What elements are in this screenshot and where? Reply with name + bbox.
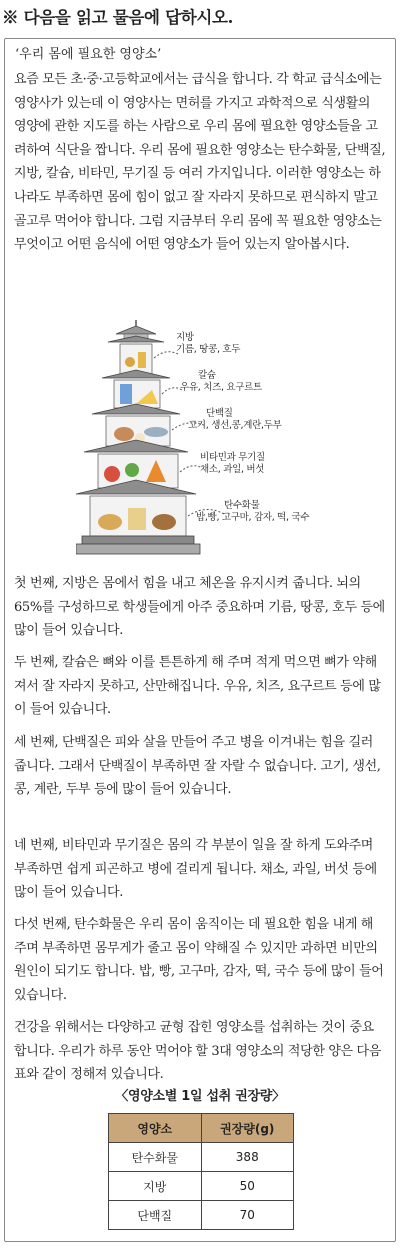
paragraph-conclusion: 건강을 위해서는 다양하고 균형 잡힌 영양소를 섭취하는 것이 중요합니다. 우리가 하루 동안 먹어야 할 3대 영양소의 적당한 양은 다음 표와 같이 정해져 있습니다.: [14, 1020, 381, 1083]
passage-title: ‘우리 몸에 필요한 영양소’: [15, 47, 162, 62]
paragraph-protein: 세 번째, 단백질은 피와 살을 만들어 주고 병을 이겨내는 힘을 길러 줍니다. 그래서 단백질이 부족하면 잘 자랄 수 없습니다. 고기, 생선, 콩, 계란, 두부 등에 많이 들어 있습니다.: [14, 735, 381, 798]
amount-cell: 70: [201, 1201, 294, 1230]
table-caption: 〈영양소별 1일 섭취 권장량〉: [115, 1089, 285, 1104]
paragraph-calcium: 두 번째, 칼슘은 뼈와 이를 튼튼하게 해 주며 적게 먹으면 뼈가 약해져서 잘 자라지 못하고, 산만해집니다. 우유, 치즈, 요구르트 등에 많이 들어 있습니다.: [14, 655, 381, 718]
paragraph-vitamins: 네 번째, 비타민과 무기질은 몸의 각 부분이 일을 잘 하게 도와주며 부족하면 쉽게 피곤하고 병에 걸리게 됩니다. 채소, 과일, 버섯 등에 많이 들어 있습니다.: [14, 838, 377, 901]
table-row: [109, 1172, 294, 1201]
amount-cell: 388: [201, 1143, 294, 1172]
nutrient-cell: 탄수화물: [109, 1143, 202, 1172]
pyramid-level-name: 탄수화물: [224, 500, 260, 511]
table-row: [109, 1201, 294, 1230]
intro-paragraph: 요즘 모든 초·중·고등학교에서는 급식을 합니다. 각 학교 급식소에는 영양사가 있는데 이 영양사는 면허를 가지고 과학적으로 식생활의 영양에 관한 지도를 하는 사람으로 우리 몸에 필요한 영양소들을 고려하여 식단을 짭니다. 우리 몸에 필요한 영양소는 탄수화물, 단백질, 지방, 칼슘, 비타민, 무기질 등 여러 가지입니다. 이러한 영양소는 하나라도 부족하면 몸에 힘이 없고 잘 자라지 못하므로 편식하지 말고 골고루 먹어야 합니다. 그럼 지금부터 우리 몸에 꼭 필요한 영양소는 무엇이고 어떤 음식에 어떤 영양소가 들어 있는지 알아봅시다.: [14, 72, 386, 253]
pyramid-level-name: 단백질: [206, 408, 233, 419]
table-row: [109, 1143, 294, 1172]
pyramid-level-foods: 채소, 과일, 버섯: [200, 464, 265, 475]
amount-cell: 50: [201, 1172, 294, 1201]
daily-intake-table: [108, 1113, 294, 1230]
paragraph-fat: 첫 번째, 지방은 몸에서 힘을 내고 체온을 유지시켜 줍니다. 뇌의 65%를 구성하므로 학생들에게 아주 중요하며 기름, 땅콩, 호두 등에 많이 들어 있습니다.: [14, 576, 385, 639]
pyramid-label-carbohydrates: [196, 500, 309, 524]
pyramid-level-foods: 기름, 땅콩, 호두: [176, 344, 241, 355]
nutrient-cell: 지방: [109, 1172, 202, 1201]
pyramid-level-foods: 고기, 생선,콩,계란,두부: [188, 420, 282, 431]
pyramid-label-calcium: [180, 370, 262, 394]
pyramid-level-name: 칼슘: [198, 370, 216, 381]
food-pyramid-illustration: [76, 318, 344, 558]
pyramid-level-name: 지방: [176, 332, 194, 343]
header-amount: 권장량(g): [201, 1114, 294, 1143]
instruction: ※ 다음을 읽고 물음에 답하시오.: [2, 8, 234, 27]
pyramid-label-protein: [188, 408, 282, 432]
pyramid-label-fat: [176, 332, 240, 356]
pyramid-level-foods: 밥,빵, 고구마, 감자, 떡, 국수: [196, 512, 310, 523]
table-header-row: [109, 1114, 294, 1143]
pyramid-level-name: 비타민과 무기질: [200, 452, 265, 463]
nutrient-cell: 단백질: [109, 1201, 202, 1230]
paragraph-carbohydrates: 다섯 번째, 탄수화물은 우리 몸이 움직이는 데 필요한 힘을 내게 해 주며 부족하면 몸무게가 줄고 몸이 약해질 수 있지만 과하면 비만의 원인이 되기도 합니다. 밥, 빵, 고구마, 감자, 떡, 국수 등에 많이 들어 있습니다.: [14, 917, 384, 1003]
pyramid-label-vitamins: [200, 452, 265, 476]
header-nutrient: 영양소: [109, 1114, 202, 1143]
pyramid-level-foods: 우유, 치즈, 요구르트: [180, 382, 262, 393]
